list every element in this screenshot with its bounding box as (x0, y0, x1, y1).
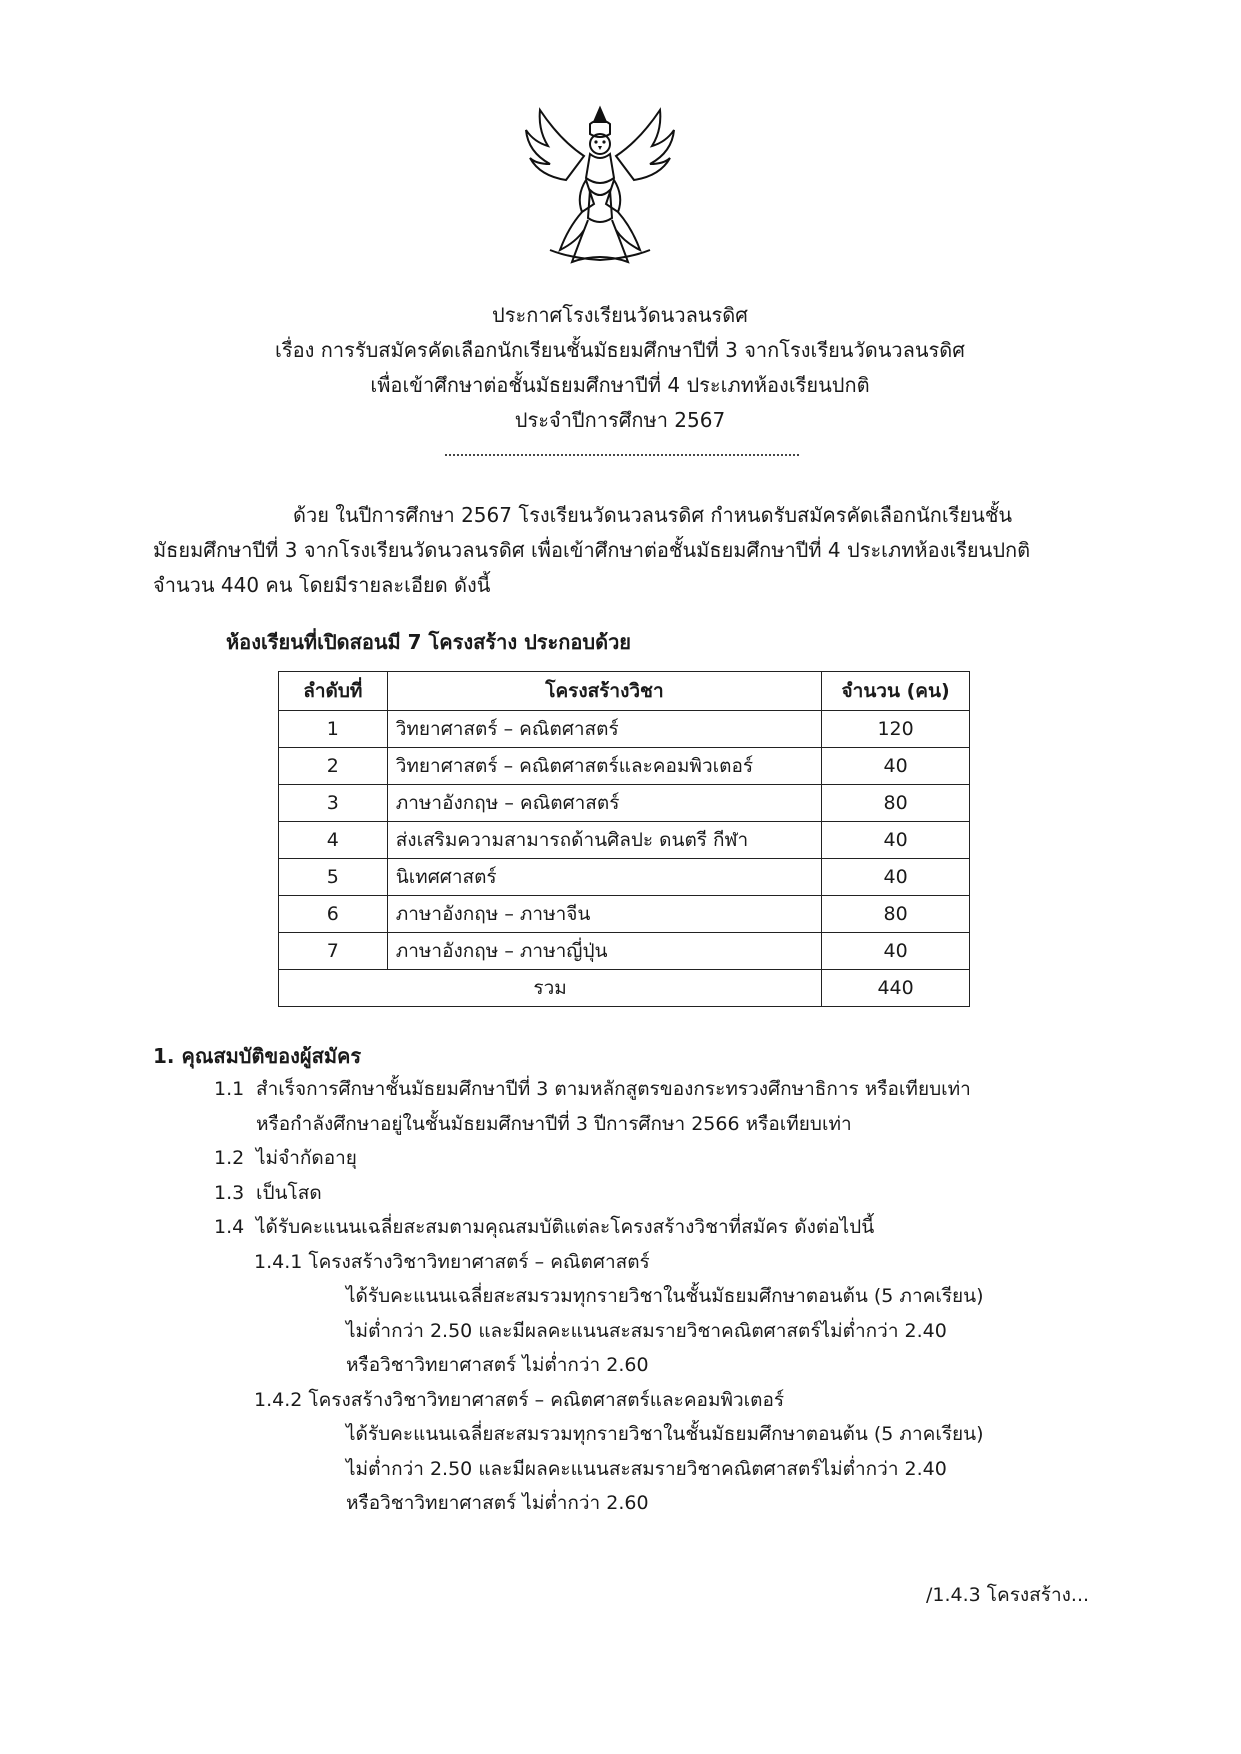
sub-item-1-line-2: ไม่ต่ำกว่า 2.50 และมีผลคะแนนสะสมรายวิชาคณิตศาสตร์ไม่ต่ำกว่า 2.40 (346, 1319, 947, 1342)
table-row (279, 896, 970, 933)
table-header-row (279, 672, 970, 711)
row-subject: ส่งเสริมความสามารถด้านศิลปะ ดนตรี กีฬา (387, 822, 821, 859)
sub-item-2-title: 1.4.2 โครงสร้างวิชาวิทยาศาสตร์ – คณิตศาสตร์และคอมพิวเตอร์ (254, 1388, 785, 1411)
item-number: 1.4 (214, 1216, 245, 1238)
item-number: 1.2 (214, 1147, 245, 1169)
row-no: 1 (279, 711, 388, 748)
intro-line-1: ด้วย ในปีการศึกษา 2567 โรงเรียนวัดนวลนรดิศ กำหนดรับสมัครคัดเลือกนักเรียนชั้น (293, 503, 1013, 527)
item-number: 1.3 (214, 1181, 245, 1204)
list-item (0, 1141, 1241, 1176)
item-text: สำเร็จการศึกษาชั้นมัธยมศึกษาปีที่ 3 ตามหลักสูตรของกระทรวงศึกษาธิการ หรือเทียบเท่า (256, 1078, 971, 1100)
sub-item-2-line-2: ไม่ต่ำกว่า 2.50 และมีผลคะแนนสะสมรายวิชาคณิตศาสตร์ไม่ต่ำกว่า 2.40 (346, 1457, 947, 1480)
intro-paragraph (153, 498, 1091, 603)
row-no: 4 (279, 822, 388, 859)
sub-item-title (0, 1245, 1241, 1280)
sub-item-title (0, 1383, 1241, 1418)
intro-line-3: จำนวน 440 คน โดยมีรายละเอียด ดังนี้ (153, 573, 491, 597)
dotted-divider (445, 454, 799, 456)
row-count: 40 (822, 933, 970, 970)
column-header-subject: โครงสร้างวิชา (387, 672, 821, 711)
garuda-emblem-icon (520, 100, 680, 270)
header-line-4: ประจำปีการศึกษา 2567 (514, 408, 726, 432)
list-item (0, 1210, 1241, 1245)
list-item (0, 1107, 1241, 1142)
header-line-3: เพื่อเข้าศึกษาต่อชั้นมัธยมศึกษาปีที่ 4 ประเภทห้องเรียนปกติ (370, 373, 870, 397)
sub-item-1-title: 1.4.1 โครงสร้างวิชาวิทยาศาสตร์ – คณิตศาสตร์ (254, 1250, 650, 1273)
row-subject: วิทยาศาสตร์ – คณิตศาสตร์และคอมพิวเตอร์ (387, 748, 821, 785)
table-total-row (279, 970, 970, 1007)
total-value: 440 (822, 970, 970, 1007)
row-count: 40 (822, 822, 970, 859)
table-row (279, 748, 970, 785)
row-no: 2 (279, 748, 388, 785)
item-text: หรือกำลังศึกษาอยู่ในชั้นมัธยมศึกษาปีที่ 3 ปีการศึกษา 2566 หรือเทียบเท่า (256, 1112, 852, 1135)
list-item (0, 1072, 1241, 1107)
row-count: 120 (822, 711, 970, 748)
row-no: 5 (279, 859, 388, 896)
sub-item-1-line-3: หรือวิชาวิทยาศาสตร์ ไม่ต่ำกว่า 2.60 (346, 1354, 649, 1376)
sub-item-line (0, 1486, 1241, 1521)
item-text: เป็นโสด (256, 1181, 322, 1204)
page-continuation: /1.4.3 โครงสร้าง... (926, 1584, 1090, 1606)
row-subject: ภาษาอังกฤษ – ภาษาจีน (387, 896, 821, 933)
intro-line-2: มัธยมศึกษาปีที่ 3 จากโรงเรียนวัดนวลนรดิศ เพื่อเข้าศึกษาต่อชั้นมัธยมศึกษาปีที่ 4 ประเภทห้องเรียนปกติ (153, 538, 1031, 562)
table-row (279, 822, 970, 859)
row-no: 7 (279, 933, 388, 970)
row-no: 6 (279, 896, 388, 933)
announcement-header (160, 298, 1080, 438)
item-number: 1.1 (214, 1078, 245, 1100)
header-line-1: ประกาศโรงเรียนวัดนวลนรดิศ (492, 303, 748, 327)
list-item (0, 1176, 1241, 1211)
column-header-count: จำนวน (คน) (822, 672, 970, 711)
row-count: 80 (822, 896, 970, 933)
sub-item-line (0, 1417, 1241, 1452)
table-row (279, 859, 970, 896)
total-label: รวม (279, 970, 822, 1007)
row-count: 80 (822, 785, 970, 822)
sub-item-2-line-1: ได้รับคะแนนเฉลี่ยสะสมรวมทุกรายวิชาในชั้นมัธยมศึกษาตอนต้น (5 ภาคเรียน) (346, 1423, 984, 1445)
table-row (279, 785, 970, 822)
row-subject: วิทยาศาสตร์ – คณิตศาสตร์ (387, 711, 821, 748)
header-line-2: เรื่อง การรับสมัครคัดเลือกนักเรียนชั้นมัธยมศึกษาปีที่ 3 จากโรงเรียนวัดนวลนรดิศ (275, 338, 965, 362)
column-header-no: ลำดับที่ (279, 672, 388, 711)
section-1-title: 1. คุณสมบัติของผู้สมัคร (153, 1044, 362, 1068)
structure-table (278, 671, 970, 1007)
sub-item-line (0, 1348, 1241, 1383)
section-1-items (0, 1072, 1241, 1521)
item-text: ได้รับคะแนนเฉลี่ยสะสมตามคุณสมบัติแต่ละโครงสร้างวิชาที่สมัคร ดังต่อไปนี้ (256, 1216, 875, 1238)
table-heading: ห้องเรียนที่เปิดสอนมี 7 โครงสร้าง ประกอบด้วย (226, 630, 632, 654)
sub-item-line (0, 1279, 1241, 1314)
row-count: 40 (822, 748, 970, 785)
sub-item-2-line-3: หรือวิชาวิทยาศาสตร์ ไม่ต่ำกว่า 2.60 (346, 1492, 649, 1514)
sub-item-1-line-1: ได้รับคะแนนเฉลี่ยสะสมรวมทุกรายวิชาในชั้นมัธยมศึกษาตอนต้น (5 ภาคเรียน) (346, 1285, 984, 1307)
row-count: 40 (822, 859, 970, 896)
item-text: ไม่จำกัดอายุ (256, 1147, 357, 1169)
row-no: 3 (279, 785, 388, 822)
sub-item-line (0, 1452, 1241, 1487)
row-subject: ภาษาอังกฤษ – ภาษาญี่ปุ่น (387, 933, 821, 970)
row-subject: นิเทศศาสตร์ (387, 859, 821, 896)
row-subject: ภาษาอังกฤษ – คณิตศาสตร์ (387, 785, 821, 822)
table-row (279, 711, 970, 748)
sub-item-line (0, 1314, 1241, 1349)
table-row (279, 933, 970, 970)
